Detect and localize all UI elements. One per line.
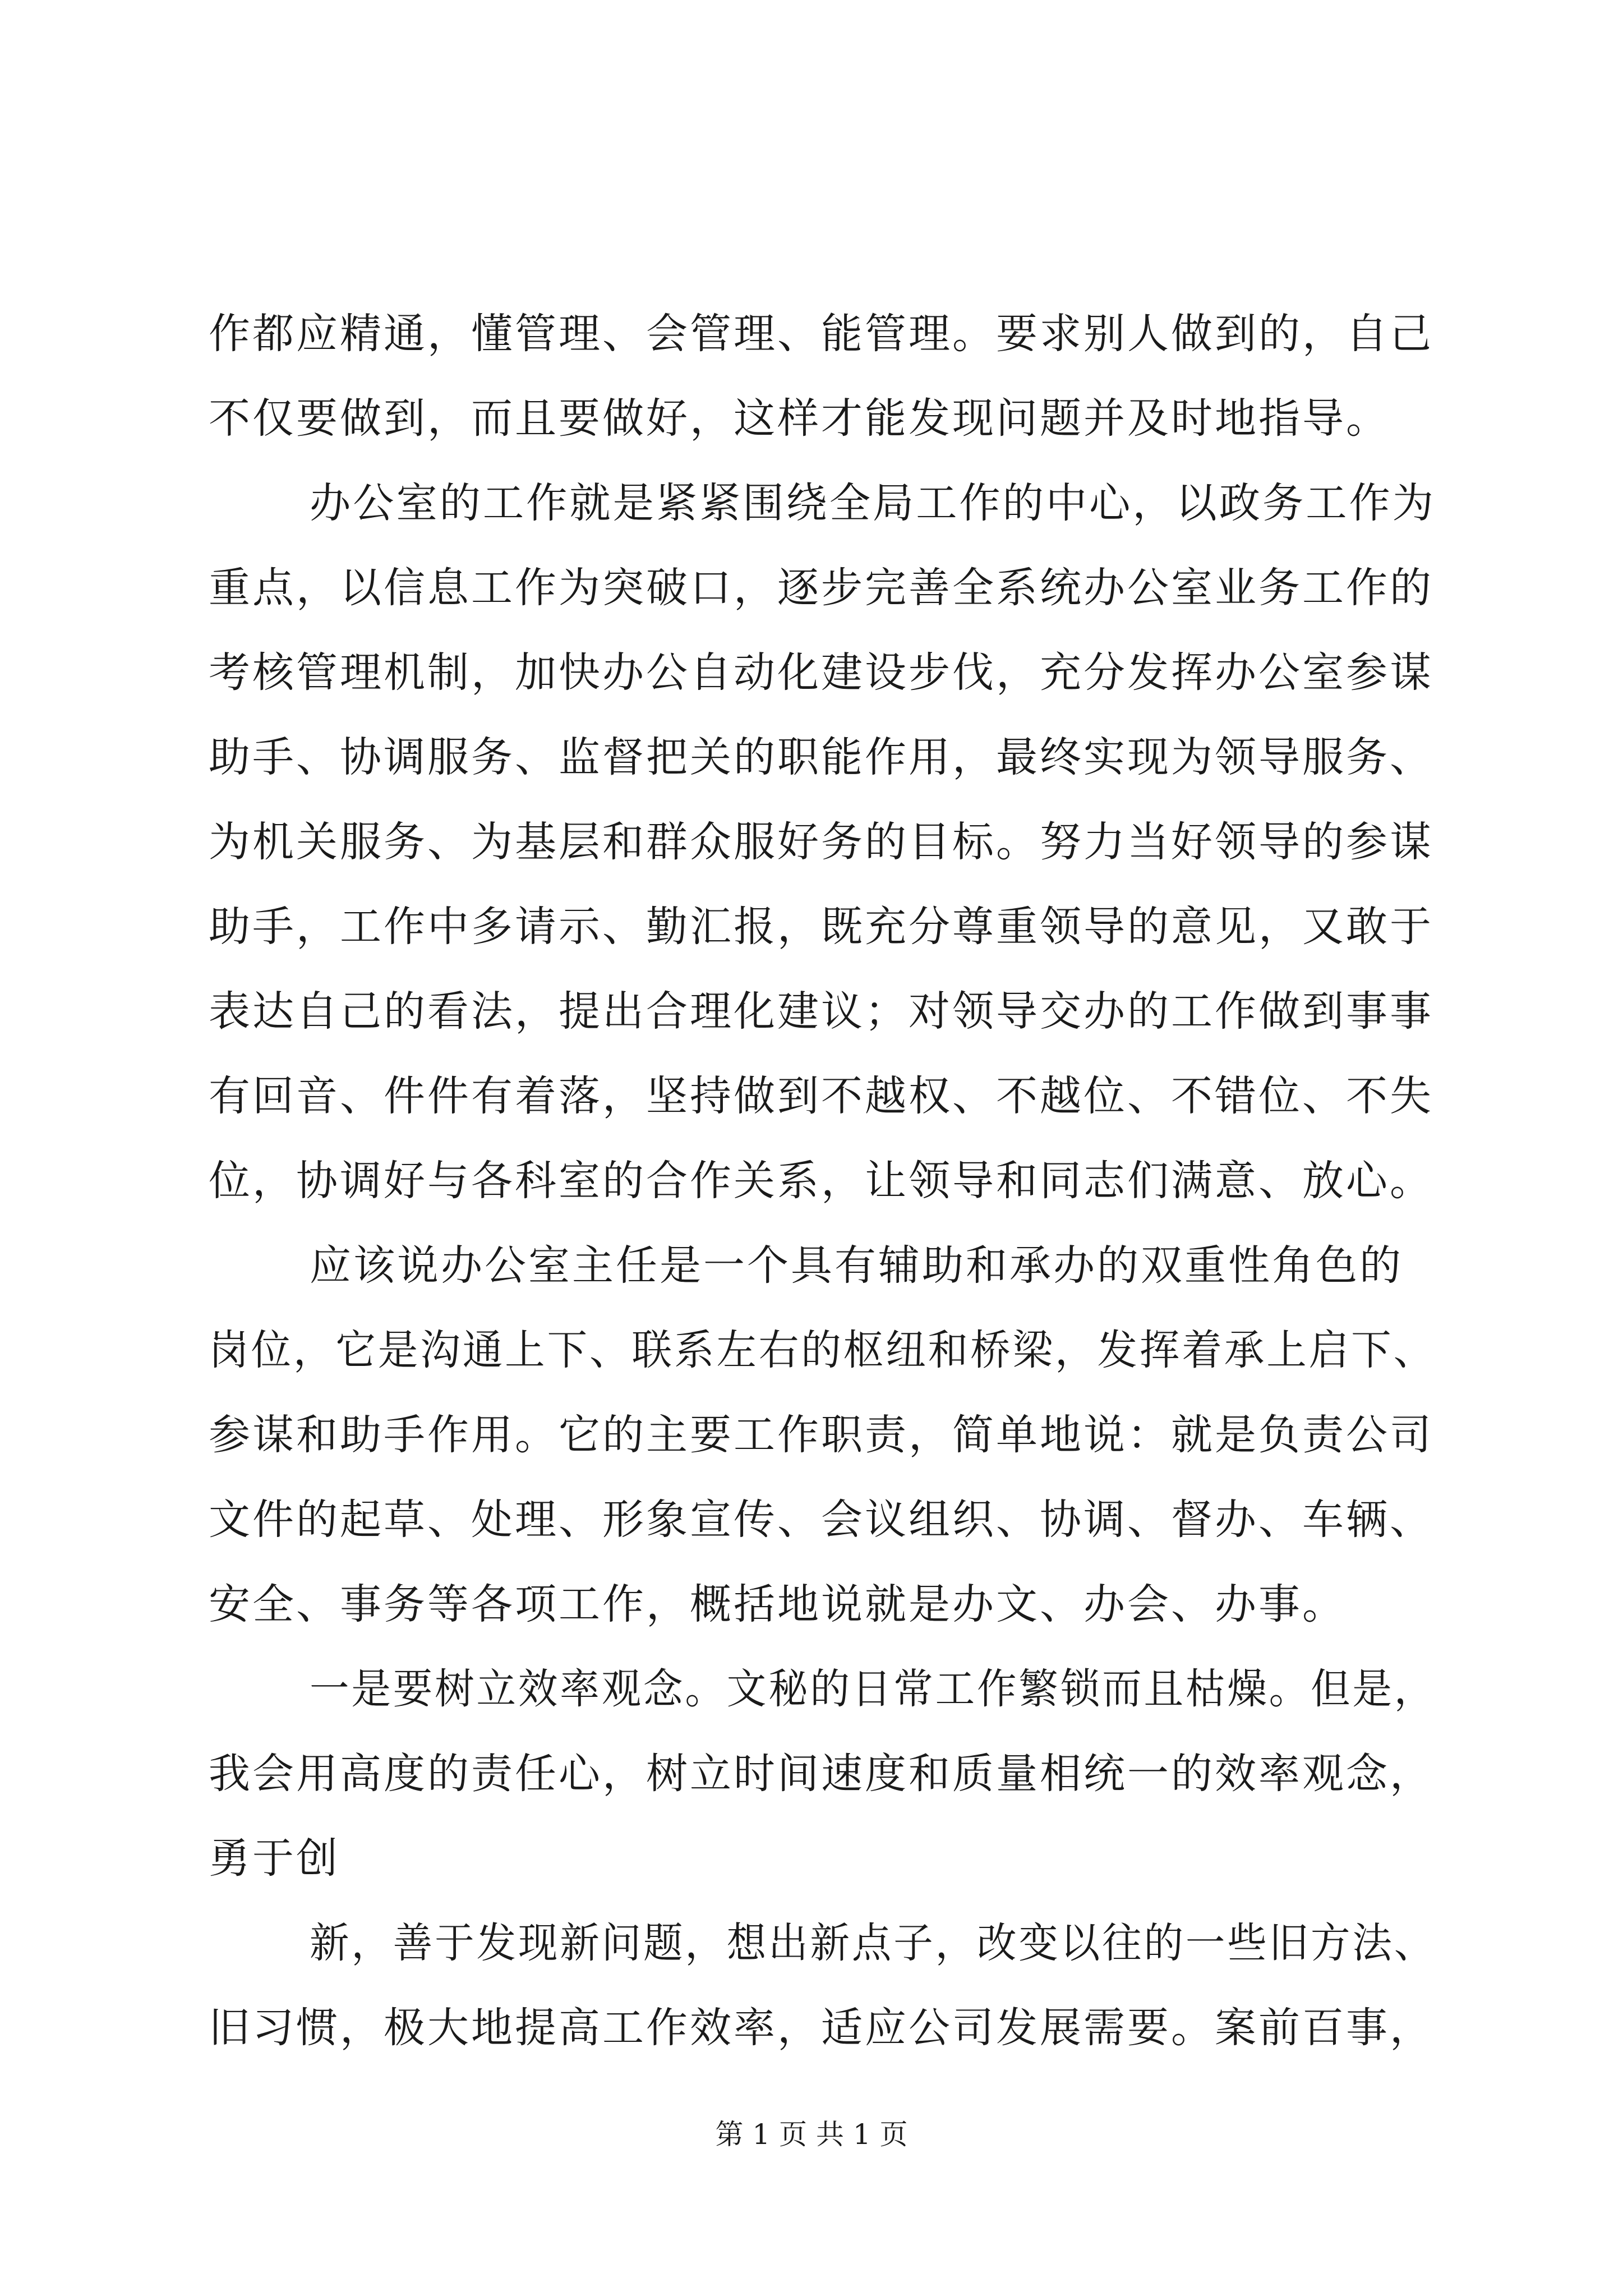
text-line xyxy=(0,885,1623,969)
text-line xyxy=(0,715,1623,799)
line-text: 应该说办公室主任是一个具有辅助和承办的双重性角色的 xyxy=(310,1241,1403,1290)
line-text: 助手，工作中多请示、勤汇报，既充分尊重领导的意见，又敢于 xyxy=(209,903,1433,951)
text-line xyxy=(0,1308,1623,1392)
line-text: 助手、协调服务、监督把关的职能作用，最终实现为领导服务、 xyxy=(209,733,1433,781)
line-text: 安全、事务等各项工作，概括地说就是办文、办会、办事。 xyxy=(209,1580,1346,1628)
text-line xyxy=(0,631,1623,715)
line-text: 为机关服务、为基层和群众服好务的目标。努力当好领导的参谋 xyxy=(209,818,1433,866)
line-text: 有回音、件件有着落，坚持做到不越权、不越位、不错位、不失 xyxy=(209,1072,1433,1120)
paragraph-start-line xyxy=(0,1901,1623,1985)
page-footer: 第 1 页 共 1 页 xyxy=(715,2118,908,2151)
paragraph-start-line xyxy=(0,1223,1623,1308)
line-text: 位，协调好与各科室的合作关系，让领导和同志们满意、放心。 xyxy=(209,1157,1433,1205)
line-text: 重点，以信息工作为突破口，逐步完善全系统办公室业务工作的 xyxy=(209,564,1433,612)
text-line xyxy=(0,376,1623,461)
text-line xyxy=(0,1562,1623,1646)
paragraph-start-line xyxy=(0,461,1623,545)
text-line xyxy=(0,1732,1623,1816)
paragraph-start-line xyxy=(0,1647,1623,1731)
text-line xyxy=(0,1139,1623,1223)
text-line xyxy=(0,1393,1623,1477)
line-text: 我会用高度的责任心，树立时间速度和质量相统一的效率观念， xyxy=(209,1750,1433,1798)
line-text: 岗位，它是沟通上下、联系左右的枢纽和桥梁，发挥着承上启下、 xyxy=(209,1326,1436,1374)
line-text: 文件的起草、处理、形象宣传、会议组织、协调、督办、车辆、 xyxy=(209,1496,1433,1544)
text-line xyxy=(0,1054,1623,1138)
text-line xyxy=(0,292,1623,376)
text-line xyxy=(0,969,1623,1053)
line-text: 旧习惯，极大地提高工作效率，适应公司发展需要。案前百事， xyxy=(209,2004,1433,2052)
line-text: 一是要树立效率观念。文秘的日常工作繁锁而且枯燥。但是， xyxy=(310,1665,1436,1713)
text-line xyxy=(0,1478,1623,1562)
line-text: 考核管理机制，加快办公自动化建设步伐，充分发挥办公室参谋 xyxy=(209,648,1433,697)
line-text: 作都应精通，懂管理、会管理、能管理。要求别人做到的，自己 xyxy=(209,310,1433,358)
line-text: 表达自己的看法，提出合理化建议；对领导交办的工作做到事事 xyxy=(209,987,1433,1036)
text-line xyxy=(0,800,1623,884)
line-text: 办公室的工作就是紧紧围绕全局工作的中心，以政务工作为 xyxy=(310,479,1436,527)
text-line xyxy=(0,546,1623,630)
line-text: 不仅要做到，而且要做好，这样才能发现问题并及时地指导。 xyxy=(209,394,1390,443)
text-line xyxy=(0,1816,1623,1901)
line-text: 新，善于发现新问题，想出新点子，改变以往的一些旧方法、 xyxy=(310,1919,1436,1967)
text-line xyxy=(0,1986,1623,2070)
line-text: 参谋和助手作用。它的主要工作职责，简单地说：就是负责公司 xyxy=(209,1411,1433,1459)
line-text: 勇于创 xyxy=(209,1834,340,1883)
